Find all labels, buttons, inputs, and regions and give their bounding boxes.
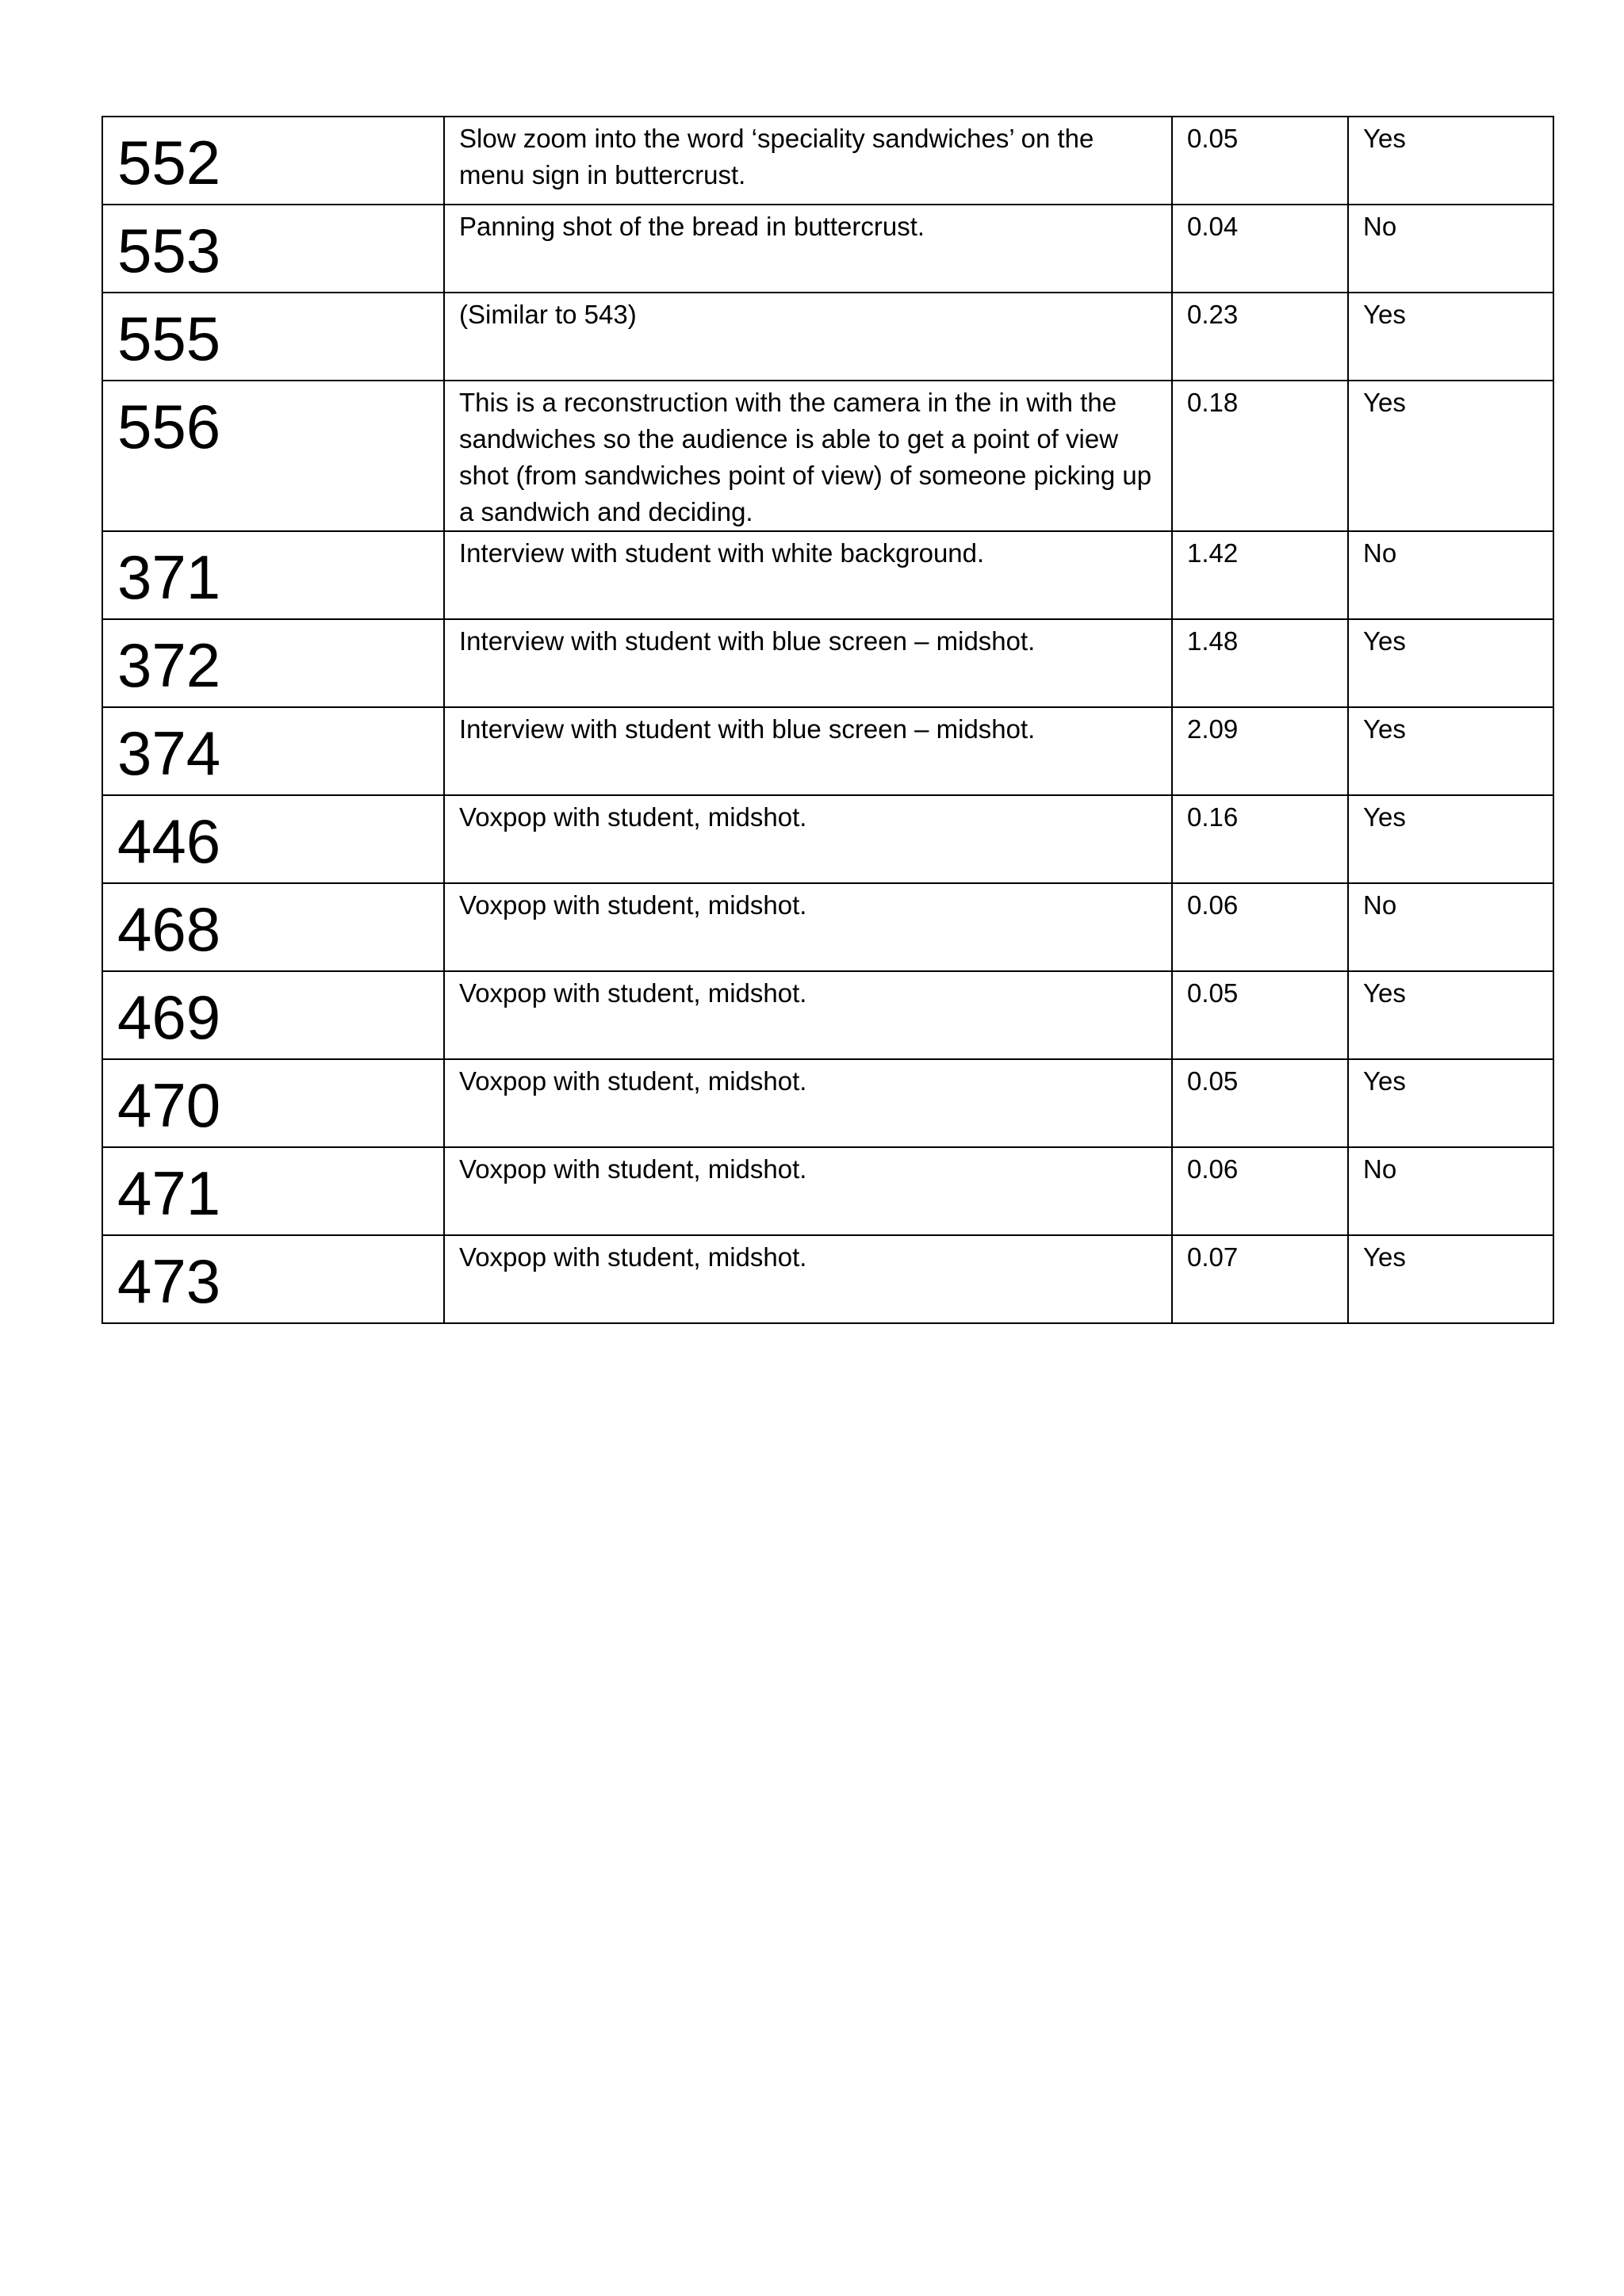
clip-duration: 0.18	[1187, 388, 1239, 417]
clip-duration: 0.05	[1187, 124, 1239, 153]
description-cell	[444, 707, 1172, 795]
table-row	[102, 117, 1553, 205]
used-cell	[1348, 1147, 1553, 1235]
clip-number: 553	[117, 216, 221, 285]
clip-description: Interview with student with white background.	[459, 538, 985, 568]
table-row	[102, 883, 1553, 971]
description-cell	[444, 1059, 1172, 1147]
duration-cell	[1172, 971, 1348, 1059]
table-row	[102, 1147, 1553, 1235]
used-cell	[1348, 381, 1553, 531]
used-cell	[1348, 117, 1553, 205]
duration-cell	[1172, 117, 1348, 205]
clip-used: No	[1363, 212, 1397, 241]
clip-used: Yes	[1363, 802, 1406, 832]
table-row	[102, 293, 1553, 381]
shot-log-table	[102, 116, 1554, 1324]
clip-number-cell	[102, 117, 444, 205]
used-cell	[1348, 531, 1553, 619]
clip-description: Panning shot of the bread in buttercrust.	[459, 212, 925, 241]
table-row	[102, 381, 1553, 531]
description-cell	[444, 1235, 1172, 1323]
clip-duration: 2.09	[1187, 714, 1239, 744]
clip-number-cell	[102, 1235, 444, 1323]
duration-cell	[1172, 1235, 1348, 1323]
clip-duration: 0.06	[1187, 1154, 1239, 1184]
used-cell	[1348, 619, 1553, 707]
used-cell	[1348, 795, 1553, 883]
description-cell	[444, 205, 1172, 293]
clip-description: Voxpop with student, midshot.	[459, 1066, 807, 1096]
clip-description: Interview with student with blue screen – midshot.	[459, 626, 1036, 656]
description-cell	[444, 883, 1172, 971]
duration-cell	[1172, 293, 1348, 381]
clip-number-cell	[102, 1147, 444, 1235]
clip-number: 372	[117, 630, 221, 700]
clip-number-cell	[102, 205, 444, 293]
clip-description: Voxpop with student, midshot.	[459, 978, 807, 1008]
clip-used: No	[1363, 890, 1397, 920]
clip-number-cell	[102, 883, 444, 971]
used-cell	[1348, 293, 1553, 381]
table-row	[102, 971, 1553, 1059]
clip-number-cell	[102, 619, 444, 707]
description-cell	[444, 117, 1172, 205]
duration-cell	[1172, 381, 1348, 531]
clip-duration: 0.04	[1187, 212, 1239, 241]
clip-description: Slow zoom into the word ‘speciality sandwiches’ on the menu sign in buttercrust.	[459, 124, 1094, 189]
clip-number: 555	[117, 304, 221, 373]
clip-used: Yes	[1363, 388, 1406, 417]
description-cell	[444, 1147, 1172, 1235]
clip-used: Yes	[1363, 978, 1406, 1008]
clip-number-cell	[102, 707, 444, 795]
duration-cell	[1172, 531, 1348, 619]
clip-number: 471	[117, 1158, 221, 1228]
used-cell	[1348, 1059, 1553, 1147]
description-cell	[444, 619, 1172, 707]
shot-log-body	[102, 117, 1553, 1323]
clip-number-cell	[102, 531, 444, 619]
clip-description: Interview with student with blue screen – midshot.	[459, 714, 1036, 744]
description-cell	[444, 293, 1172, 381]
clip-used: Yes	[1363, 626, 1406, 656]
duration-cell	[1172, 619, 1348, 707]
clip-number-cell	[102, 971, 444, 1059]
clip-used: Yes	[1363, 124, 1406, 153]
clip-duration: 0.05	[1187, 978, 1239, 1008]
clip-used: Yes	[1363, 714, 1406, 744]
clip-duration: 0.05	[1187, 1066, 1239, 1096]
table-row	[102, 707, 1553, 795]
clip-used: Yes	[1363, 1066, 1406, 1096]
clip-used: Yes	[1363, 1242, 1406, 1272]
description-cell	[444, 381, 1172, 531]
clip-description: Voxpop with student, midshot.	[459, 890, 807, 920]
used-cell	[1348, 971, 1553, 1059]
duration-cell	[1172, 1059, 1348, 1147]
clip-number: 556	[117, 392, 221, 461]
table-row	[102, 619, 1553, 707]
clip-number-cell	[102, 795, 444, 883]
duration-cell	[1172, 707, 1348, 795]
clip-number: 473	[117, 1246, 221, 1316]
clip-number: 371	[117, 542, 221, 612]
clip-number-cell	[102, 381, 444, 531]
table-row	[102, 531, 1553, 619]
duration-cell	[1172, 205, 1348, 293]
used-cell	[1348, 205, 1553, 293]
clip-description: This is a reconstruction with the camera in the in with the sandwiches so the audience is able to get a point of view shot (from sandwiches point of view) of someone picking up a sandwich and deciding.	[459, 388, 1152, 526]
clip-duration: 0.23	[1187, 300, 1239, 329]
clip-used: No	[1363, 1154, 1397, 1184]
clip-used: Yes	[1363, 300, 1406, 329]
used-cell	[1348, 883, 1553, 971]
duration-cell	[1172, 883, 1348, 971]
description-cell	[444, 531, 1172, 619]
clip-number-cell	[102, 1059, 444, 1147]
table-row	[102, 1235, 1553, 1323]
clip-description: Voxpop with student, midshot.	[459, 802, 807, 832]
duration-cell	[1172, 1147, 1348, 1235]
table-row	[102, 795, 1553, 883]
clip-duration: 0.16	[1187, 802, 1239, 832]
clip-description: Voxpop with student, midshot.	[459, 1242, 807, 1272]
clip-duration: 0.06	[1187, 890, 1239, 920]
clip-number: 552	[117, 128, 221, 197]
clip-duration: 0.07	[1187, 1242, 1239, 1272]
table-row	[102, 1059, 1553, 1147]
description-cell	[444, 795, 1172, 883]
clip-number: 470	[117, 1070, 221, 1140]
clip-description: Voxpop with student, midshot.	[459, 1154, 807, 1184]
used-cell	[1348, 707, 1553, 795]
used-cell	[1348, 1235, 1553, 1323]
clip-number: 468	[117, 894, 221, 964]
clip-duration: 1.48	[1187, 626, 1239, 656]
clip-number: 469	[117, 982, 221, 1052]
clip-number: 446	[117, 806, 221, 876]
clip-duration: 1.42	[1187, 538, 1239, 568]
table-row	[102, 205, 1553, 293]
description-cell	[444, 971, 1172, 1059]
clip-number: 374	[117, 718, 221, 788]
clip-used: No	[1363, 538, 1397, 568]
clip-description: (Similar to 543)	[459, 300, 637, 329]
clip-number-cell	[102, 293, 444, 381]
duration-cell	[1172, 795, 1348, 883]
